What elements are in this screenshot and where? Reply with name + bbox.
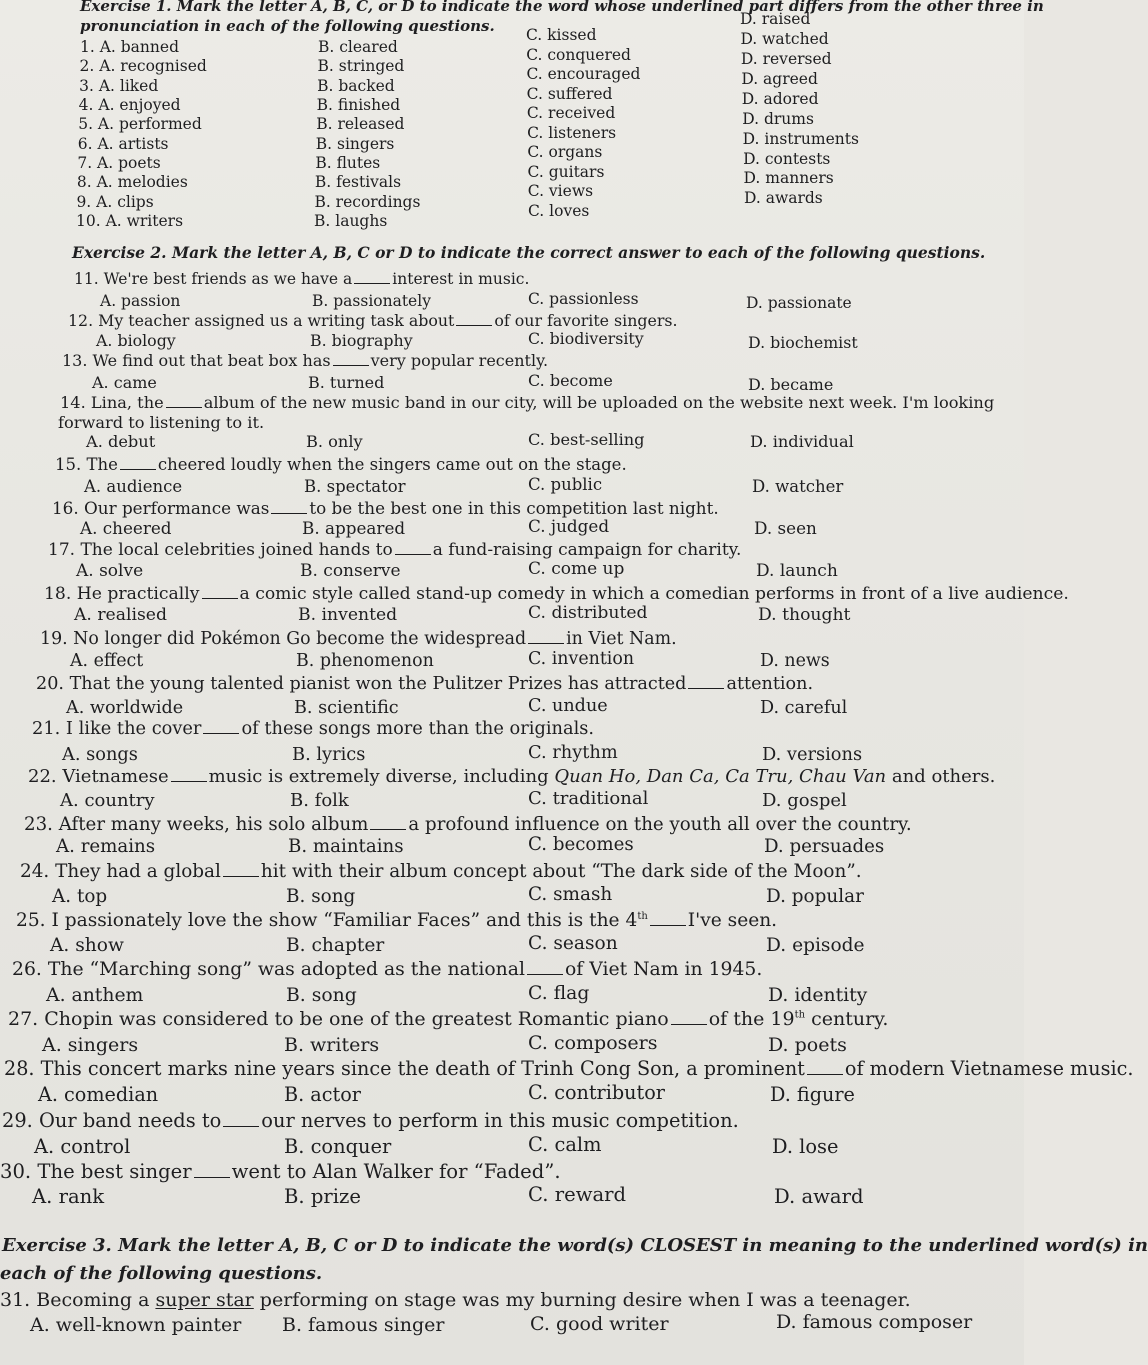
question-24-text-cont: hit with their album concept about “The dark side of the Moon”. xyxy=(260,861,862,882)
question-19-text: 19. No longer did Pokémon Go become the widespread xyxy=(40,629,527,649)
exercise-1-heading: Exercise 1. Mark the letter A, B, C, or D to indicate the word whose underlined part differs from the other three in xyxy=(80,0,1044,15)
question-13-text: 13. We find out that beat box has xyxy=(62,351,331,370)
exercise-1-row-10-option-c: C. loves xyxy=(528,201,590,220)
question-16-text: 16. Our performance was xyxy=(52,498,270,518)
question-16-option-b: B. appeared xyxy=(302,518,406,538)
question-15-option-d: D. watcher xyxy=(752,477,844,496)
question-21-text: 21. I like the cover xyxy=(32,718,202,739)
exercise-1-row-1-option-d: D. raised xyxy=(740,10,811,28)
question-20-text-cont: attention. xyxy=(726,674,814,694)
question-19-option-c: C. invention xyxy=(528,649,635,669)
question-26 xyxy=(12,959,762,981)
question-25-text: 25. I passionately love the show “Familiar Faces” and this is the 4 xyxy=(16,910,638,931)
question-17-blank xyxy=(395,540,431,555)
question-15-option-a: A. audience xyxy=(84,477,183,496)
question-27-option-b: B. writers xyxy=(284,1034,380,1056)
exercise-1-row-2-option-c: C. conquered xyxy=(526,45,631,64)
question-24-text: 24. They had a global xyxy=(20,861,221,882)
question-30-option-b: B. prize xyxy=(284,1185,361,1208)
question-11-option-d: D. passionate xyxy=(746,294,852,312)
question-17-option-b: B. conserve xyxy=(300,561,401,581)
question-28-blank xyxy=(807,1060,843,1075)
question-21 xyxy=(32,718,594,740)
question-30-text: 30. The best singer xyxy=(0,1160,192,1183)
question-23 xyxy=(24,814,912,836)
exercise-1-row-1-option-a: 1. A. banned xyxy=(80,38,179,56)
exercise-1-row-5-option-b: B. released xyxy=(316,115,405,134)
question-11-option-b: B. passionately xyxy=(312,292,431,310)
question-24-option-b: B. song xyxy=(286,886,356,907)
question-23-text: 23. After many weeks, his solo album xyxy=(24,814,369,835)
question-31-option-d: D. famous composer xyxy=(776,1311,973,1333)
exercise-1-row-3-option-c: C. encouraged xyxy=(526,65,641,84)
exercise-1-row-4-option-c: C. suffered xyxy=(526,84,613,103)
question-31-option-c: C. good writer xyxy=(530,1313,669,1335)
question-13-option-c: C. become xyxy=(528,371,613,390)
question-27-text-end: century. xyxy=(805,1008,889,1030)
question-29-option-c: C. calm xyxy=(528,1133,602,1156)
question-11-text-cont: interest in music. xyxy=(392,270,530,288)
question-14-option-a: A. debut xyxy=(86,432,156,451)
question-19-blank xyxy=(528,629,564,644)
question-22-option-d: D. gospel xyxy=(762,790,847,811)
exercise-1-row-7-option-b: B. flutes xyxy=(315,154,381,172)
question-13-option-a: A. came xyxy=(92,373,157,392)
question-25 xyxy=(16,910,777,932)
question-23-option-d: D. persuades xyxy=(764,836,885,857)
question-29-option-a: A. control xyxy=(34,1135,131,1158)
question-29-option-d: D. lose xyxy=(772,1135,839,1158)
exercise-1-row-10-option-a: 10. A. writers xyxy=(76,212,184,230)
exercise-1-row-9-option-b: B. recordings xyxy=(314,192,421,211)
exercise-1-row-3-option-b: B. backed xyxy=(317,76,395,95)
question-26-option-a: A. anthem xyxy=(46,985,144,1006)
question-28-option-b: B. actor xyxy=(284,1083,361,1106)
question-28-text: 28. This concert marks nine years since the death of Trinh Cong Son, a prominent xyxy=(4,1057,805,1080)
question-24-option-a: A. top xyxy=(52,886,108,907)
question-18-option-c: C. distributed xyxy=(528,603,648,623)
exercise-1-row-4-option-d: D. agreed xyxy=(741,69,818,88)
question-31-option-b: B. famous singer xyxy=(282,1314,445,1336)
question-18-option-d: D. thought xyxy=(758,605,851,625)
question-24-blank xyxy=(223,862,259,877)
question-18-text: 18. He practically xyxy=(44,584,200,604)
question-17-text: 17. The local celebrities joined hands to xyxy=(48,540,393,560)
question-27-option-c: C. composers xyxy=(528,1032,658,1054)
question-11-blank xyxy=(354,269,390,284)
question-17-text-cont: a fund-raising campaign for charity. xyxy=(432,540,742,560)
question-29 xyxy=(2,1110,739,1132)
question-20-text: 20. That the young talented pianist won the Pulitzer Prizes has attracted xyxy=(36,674,687,694)
question-14-text: 14. Lina, the xyxy=(60,393,164,412)
question-12-text: 12. My teacher assigned us a writing task about xyxy=(68,311,455,330)
question-15-option-b: B. spectator xyxy=(304,477,406,496)
exercise-3-heading: Exercise 3. Mark the letter A, B, C or D to indicate the word(s) CLOSEST in meaning to the underlined word(s) in xyxy=(2,1235,1148,1256)
exercise-1-row-6-option-c: C. listeners xyxy=(527,123,617,142)
question-31-underlined: super star xyxy=(155,1289,254,1311)
exercise-1-row-3-option-d: D. reversed xyxy=(740,49,832,68)
question-25-option-a: A. show xyxy=(50,935,124,956)
question-11-option-a: A. passion xyxy=(100,292,181,310)
question-25-superscript: th xyxy=(637,910,648,922)
question-19-option-d: D. news xyxy=(760,651,830,671)
exercise-1-row-2-option-b: B. stringed xyxy=(317,57,405,76)
exercise-1-row-7-option-c: C. organs xyxy=(527,143,603,162)
exercise-1-heading-cont: pronunciation in each of the following questions. xyxy=(80,17,495,35)
question-12-blank xyxy=(456,311,492,326)
question-17-option-c: C. come up xyxy=(528,559,625,579)
question-11-text: 11. We're best friends as we have a xyxy=(74,270,353,288)
question-12-option-a: A. biology xyxy=(96,331,176,350)
question-11-option-c: C. passionless xyxy=(528,290,639,308)
question-28-option-c: C. contributor xyxy=(528,1081,665,1104)
question-28-option-a: A. comedian xyxy=(38,1083,159,1106)
question-25-option-b: B. chapter xyxy=(286,935,385,956)
question-30 xyxy=(0,1161,561,1183)
question-27-text-cont: of the 19 xyxy=(708,1008,795,1030)
question-14-blank xyxy=(166,393,202,408)
question-11 xyxy=(74,268,529,290)
exercise-1-row-6-option-a: 6. A. artists xyxy=(77,134,169,153)
question-25-blank xyxy=(650,911,686,926)
exercise-1-row-5-option-a: 5. A. performed xyxy=(78,115,202,134)
exercise-1-row-9-option-d: D. manners xyxy=(743,169,834,188)
question-26-blank xyxy=(527,960,563,975)
question-12-option-b: B. biography xyxy=(310,331,413,350)
question-16-option-d: D. seen xyxy=(754,518,817,538)
question-20-option-c: C. undue xyxy=(528,696,608,716)
question-31-option-a: A. well-known painter xyxy=(30,1314,242,1336)
question-16-blank xyxy=(271,499,307,514)
exercise-1-row-8-option-b: B. festivals xyxy=(314,173,402,192)
question-17-option-a: A. solve xyxy=(76,561,144,581)
question-29-text: 29. Our band needs to xyxy=(2,1109,222,1132)
question-14-option-b: B. only xyxy=(306,432,363,451)
question-22-italic-text: Quan Ho, Dan Ca, Ca Tru, Chau Van xyxy=(554,766,887,787)
question-24-option-d: D. popular xyxy=(766,886,864,907)
question-27-text: 27. Chopin was considered to be one of the greatest Romantic piano xyxy=(8,1008,669,1030)
question-16-option-a: A. cheered xyxy=(80,518,172,538)
question-22-option-c: C. traditional xyxy=(528,788,649,809)
question-18-blank xyxy=(202,584,238,599)
question-29-blank xyxy=(223,1112,259,1127)
question-28-option-d: D. figure xyxy=(770,1083,855,1106)
question-29-text-cont: our nerves to perform in this music competition. xyxy=(261,1109,739,1132)
exercise-1-row-7-option-d: D. instruments xyxy=(742,129,859,148)
exercise-1-row-8-option-a: 8. A. melodies xyxy=(76,173,188,192)
exercise-1-row-9-option-c: C. views xyxy=(527,182,594,201)
question-23-option-b: B. maintains xyxy=(288,836,404,857)
question-12-text-cont: of our favorite singers. xyxy=(494,311,678,330)
question-13-option-d: D. became xyxy=(748,375,834,394)
question-31 xyxy=(0,1289,911,1311)
question-12-option-c: C. biodiversity xyxy=(528,329,644,348)
question-15 xyxy=(55,454,627,476)
question-22-text: 22. Vietnamese xyxy=(28,766,169,787)
question-16-option-c: C. judged xyxy=(528,516,610,536)
question-26-text-cont: of Viet Nam in 1945. xyxy=(564,959,763,980)
question-14-continuation: forward to listening to it. xyxy=(58,413,265,432)
question-31-text: 31. Becoming a xyxy=(0,1289,156,1311)
exercise-1-row-9-option-a: 9. A. clips xyxy=(76,192,154,211)
question-13-option-b: B. turned xyxy=(308,373,385,392)
question-25-option-c: C. season xyxy=(528,933,618,954)
exercise-1-row-6-option-d: D. drums xyxy=(742,109,814,128)
question-19 xyxy=(40,628,677,650)
question-14-text-cont: album of the new music band in our city, will be uploaded on the website next week. I'm looking xyxy=(203,393,995,412)
question-15-text: 15. The xyxy=(55,455,118,474)
question-23-option-a: A. remains xyxy=(56,836,156,857)
question-20-option-d: D. careful xyxy=(760,698,848,718)
question-26-option-b: B. song xyxy=(286,985,357,1006)
question-22-text-end: and others. xyxy=(886,766,996,787)
question-14 xyxy=(60,392,994,414)
question-26-option-d: D. identity xyxy=(768,985,868,1006)
question-17 xyxy=(48,539,741,561)
exercise-1-row-5-option-d: D. adored xyxy=(741,89,819,108)
exercise-3-heading-cont: each of the following questions. xyxy=(0,1263,323,1284)
question-20-option-a: A. worldwide xyxy=(66,698,184,718)
question-31-text-end: performing on stage was my burning desire when I was a teenager. xyxy=(253,1289,911,1311)
exercise-1-row-1-option-c: C. kissed xyxy=(526,26,597,44)
question-19-text-cont: in Viet Nam. xyxy=(566,629,677,649)
question-17-option-d: D. launch xyxy=(756,561,838,581)
question-22 xyxy=(28,766,995,788)
question-22-text-cont: music is extremely diverse, including xyxy=(208,766,555,787)
question-21-option-c: C. rhythm xyxy=(528,742,618,763)
question-30-option-d: D. award xyxy=(774,1185,864,1208)
question-27 xyxy=(8,1008,888,1030)
question-20-option-b: B. scientific xyxy=(294,698,399,718)
question-23-text-cont: a profound influence on the youth all over the country. xyxy=(408,814,912,835)
question-30-option-c: C. reward xyxy=(528,1183,627,1206)
question-21-option-d: D. versions xyxy=(762,744,863,765)
question-14-option-c: C. best-selling xyxy=(528,430,645,449)
exercise-1-row-10-option-b: B. laughs xyxy=(314,212,388,230)
question-19-option-a: A. effect xyxy=(70,651,144,671)
question-30-option-a: A. rank xyxy=(32,1185,105,1208)
question-13 xyxy=(62,350,548,372)
question-18-option-b: B. invented xyxy=(298,605,398,625)
exercise-1-row-2-option-d: D. watched xyxy=(740,29,829,48)
question-27-option-a: A. singers xyxy=(42,1034,139,1056)
question-20-blank xyxy=(688,674,724,689)
question-22-option-b: B. folk xyxy=(290,790,349,811)
question-16 xyxy=(52,497,719,519)
question-22-option-a: A. country xyxy=(60,790,155,811)
exercise-1-row-7-option-a: 7. A. poets xyxy=(77,154,161,172)
question-23-blank xyxy=(370,815,406,830)
question-27-option-d: D. poets xyxy=(768,1034,847,1056)
question-22-blank xyxy=(171,767,207,782)
question-19-option-b: B. phenomenon xyxy=(296,651,434,671)
question-26-text: 26. The “Marching song” was adopted as the national xyxy=(12,959,525,980)
question-15-option-c: C. public xyxy=(528,475,603,494)
question-24 xyxy=(20,861,862,883)
question-28 xyxy=(4,1058,1133,1080)
exercise-1-row-8-option-c: C. guitars xyxy=(527,162,605,181)
exercise-1-row-4-option-b: B. finished xyxy=(316,96,401,114)
exercise-1-row-2-option-a: 2. A. recognised xyxy=(79,57,207,76)
question-25-option-d: D. episode xyxy=(766,935,865,956)
question-18-text-cont: a comic style called stand-up comedy in which a comedian performs in front of a live audience. xyxy=(239,584,1069,604)
question-13-text-cont: very popular recently. xyxy=(370,351,549,370)
question-21-option-b: B. lyrics xyxy=(292,744,366,765)
question-16-text-cont: to be the best one in this competition last night. xyxy=(309,498,719,518)
question-30-text-cont: went to Alan Walker for “Faded”. xyxy=(231,1160,561,1183)
question-21-option-a: A. songs xyxy=(62,744,138,765)
question-15-blank xyxy=(120,455,156,470)
exercise-1-row-1-option-b: B. cleared xyxy=(318,38,398,56)
question-21-text-cont: of these songs more than the originals. xyxy=(241,718,595,739)
exercise-1-row-8-option-d: D. contests xyxy=(743,149,831,168)
question-13-blank xyxy=(333,351,369,366)
question-14-option-d: D. individual xyxy=(750,432,854,451)
question-30-blank xyxy=(194,1163,230,1178)
exercise-2-heading: Exercise 2. Mark the letter A, B, C or D to indicate the correct answer to each of the following questions. xyxy=(72,243,986,262)
exercise-1-row-4-option-a: 4. A. enjoyed xyxy=(78,96,181,114)
question-20 xyxy=(36,673,813,695)
question-21-blank xyxy=(203,719,239,734)
question-15-text-cont: cheered loudly when the singers came out on the stage. xyxy=(157,455,627,474)
question-28-text-cont: of modern Vietnamese music. xyxy=(844,1057,1134,1080)
exercise-1-row-10-option-d: D. awards xyxy=(744,189,823,208)
question-27-blank xyxy=(671,1010,707,1025)
exercise-1-row-6-option-b: B. singers xyxy=(315,134,395,153)
question-23-option-c: C. becomes xyxy=(528,834,634,855)
question-27-superscript: th xyxy=(794,1009,806,1021)
exercise-1-row-3-option-a: 3. A. liked xyxy=(79,76,159,95)
question-12-option-d: D. biochemist xyxy=(748,333,858,352)
question-29-option-b: B. conquer xyxy=(284,1135,392,1158)
question-24-option-c: C. smash xyxy=(528,884,613,905)
question-25-text-cont: I've seen. xyxy=(687,910,778,931)
question-18-option-a: A. realised xyxy=(74,605,167,625)
question-26-option-c: C. flag xyxy=(528,983,590,1004)
exercise-1-row-5-option-c: C. received xyxy=(526,104,616,123)
